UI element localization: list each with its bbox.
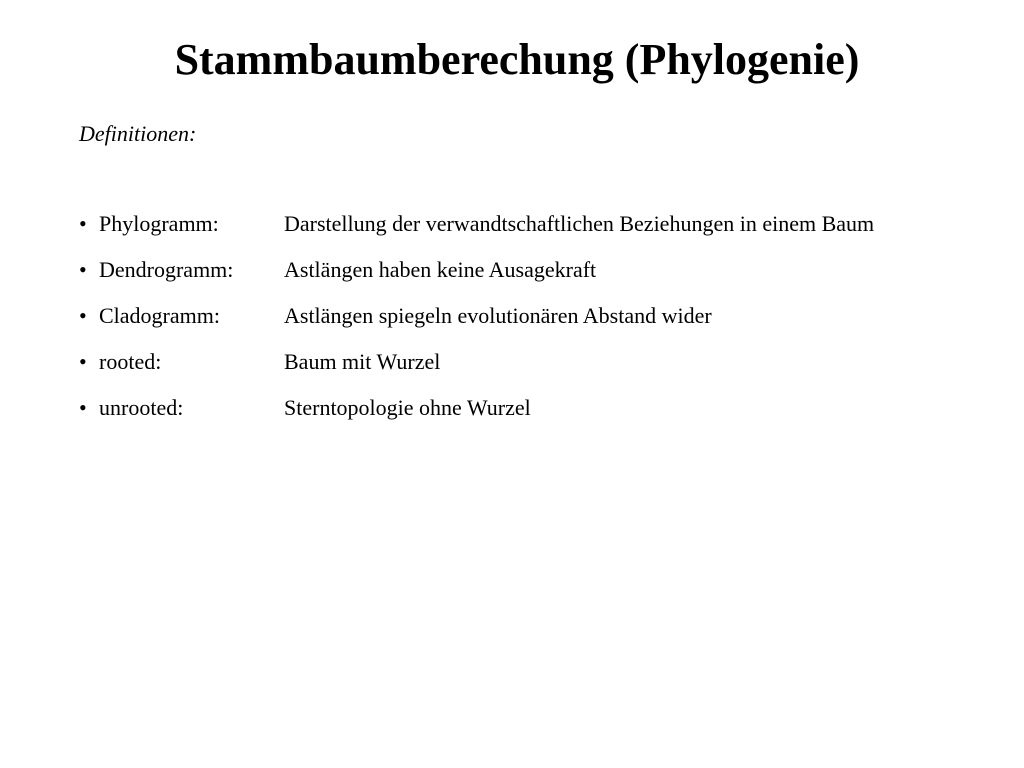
definition-item-unrooted: [79, 394, 1009, 440]
definition-item-dendrogramm: [79, 256, 1009, 302]
definition-item-rooted: [79, 348, 1009, 394]
definition-term: Phylogramm:: [99, 211, 219, 236]
definition-term: Dendrogramm:: [99, 257, 234, 282]
definition-description: Astlängen spiegeln evolutionären Abstand wider: [284, 303, 712, 328]
bullet-icon: •: [79, 395, 87, 420]
bullet-icon: •: [79, 211, 87, 236]
bullet-icon: •: [79, 349, 87, 374]
bullet-icon: •: [79, 303, 87, 328]
definition-list: [79, 210, 1009, 440]
slide-title: Stammbaumberechung (Phylogenie): [174, 35, 860, 84]
definition-item-phylogramm: [79, 210, 1009, 256]
definition-description: Baum mit Wurzel: [284, 349, 441, 374]
definition-item-cladogramm: [79, 302, 1009, 348]
definition-description: Darstellung der verwandtschaftlichen Beziehungen in einem Baum: [284, 211, 875, 236]
definition-term: rooted:: [99, 349, 162, 374]
definition-description: Sterntopologie ohne Wurzel: [284, 395, 531, 420]
definition-term: Cladogramm:: [99, 303, 220, 328]
definition-description: Astlängen haben keine Ausagekraft: [284, 257, 597, 282]
section-heading: Definitionen:: [79, 121, 197, 146]
definition-term: unrooted:: [99, 395, 184, 420]
bullet-icon: •: [79, 257, 87, 282]
